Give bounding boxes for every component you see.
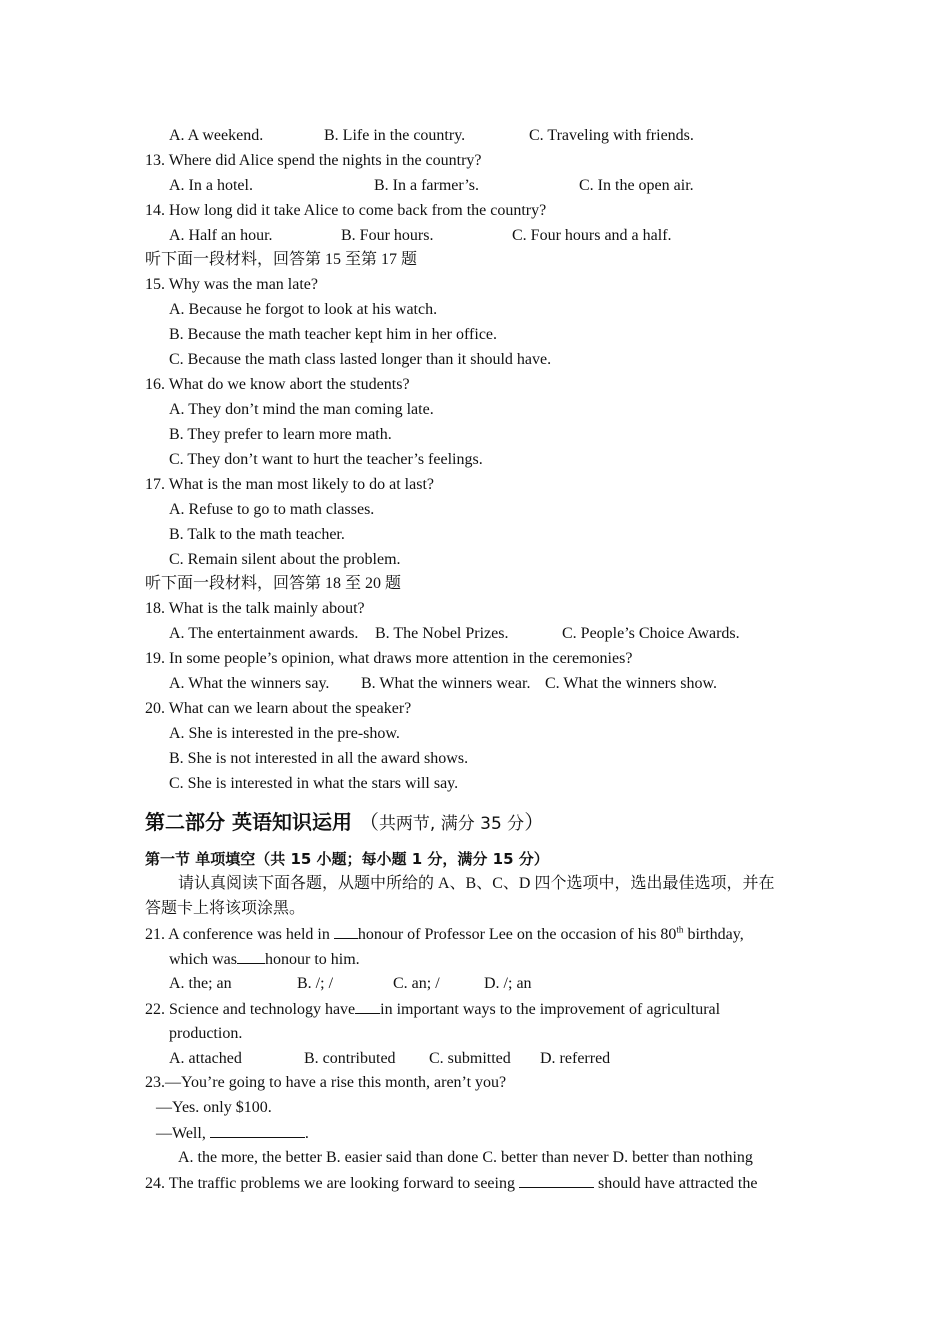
option-b: B. contributed: [304, 1050, 396, 1067]
q21-text-4: which was: [169, 951, 237, 968]
q17-option-a: A. Refuse to go to math classes.: [169, 501, 375, 518]
q23-dialogue-line-1: 23.—You’re going to have a rise this month, aren’t you?: [145, 1074, 507, 1091]
option-c: C. What the winners show.: [545, 675, 717, 692]
q24-text-1: 24. The traffic problems we are looking forward to seeing: [145, 1175, 519, 1192]
q20-option-b: B. She is not interested in all the award shows.: [169, 750, 469, 767]
q16-option-c: C. They don’t want to hurt the teacher’s feelings.: [169, 451, 483, 468]
option-c: C. Traveling with friends.: [529, 127, 694, 144]
q15-option-c: C. Because the math class lasted longer than it should have.: [169, 351, 552, 368]
q22-text-1: 22. Science and technology have: [145, 1001, 356, 1018]
option-a: A. Half an hour.: [169, 227, 273, 244]
q23-period: .: [304, 1125, 309, 1142]
q21-text-5: honour to him.: [264, 951, 360, 968]
q17-option-b: B. Talk to the math teacher.: [169, 526, 345, 543]
q17-option-c: C. Remain silent about the problem.: [169, 551, 401, 568]
option-c: C. submitted: [429, 1050, 511, 1067]
option-c: C. People’s Choice Awards.: [562, 625, 740, 642]
q17-stem: 17. What is the man most likely to do at last?: [145, 476, 434, 493]
q15-option-a: A. Because he forgot to look at his watch.: [169, 301, 438, 318]
q15-stem: 15. Why was the man late?: [145, 276, 318, 293]
q22-stem: [145, 999, 720, 1020]
q16-stem: 16. What do we know abort the students?: [145, 376, 410, 393]
q21-text-1: 21. A conference was held in: [145, 926, 334, 943]
option-c: C. Four hours and a half.: [512, 227, 672, 244]
option-d: D. referred: [540, 1050, 611, 1067]
option-b: B. What the winners wear.: [361, 675, 531, 692]
q24-text-2: should have attracted the: [593, 1175, 758, 1192]
q24-stem: [145, 1173, 757, 1194]
answer-blank: [237, 949, 265, 964]
q23-text: —Well,: [156, 1125, 210, 1142]
answer-blank: [519, 1173, 594, 1188]
listening-instruction: 听下面一段材料，回答第 18 至 20 题: [145, 575, 402, 592]
option-a: A. The entertainment awards.: [169, 625, 359, 642]
part-title: 第二部分 英语知识运用: [145, 810, 352, 834]
q20-option-a: A. She is interested in the pre-show.: [169, 725, 400, 742]
q14-stem: 14. How long did it take Alice to come back from the country?: [145, 202, 547, 219]
answer-blank: [334, 924, 358, 939]
listening-instruction: 听下面一段材料，回答第 15 至第 17 题: [145, 251, 418, 268]
q20-stem: 20. What can we learn about the speaker?: [145, 700, 412, 717]
q21-stem: [145, 924, 744, 945]
section-heading: 第一节 单项填空（共 15 小题；每小题 1 分，满分 15 分）: [145, 850, 549, 868]
ordinal-suffix: th: [676, 924, 684, 935]
option-b: B. The Nobel Prizes.: [375, 625, 509, 642]
option-b: B. Four hours.: [341, 227, 434, 244]
option-d: D. /; an: [484, 975, 532, 992]
q18-stem: 18. What is the talk mainly about?: [145, 600, 365, 617]
q21-text-3: birthday,: [683, 926, 744, 943]
instruction-line-2: 答题卡上将该项涂黑。: [145, 900, 306, 917]
answer-blank: [355, 999, 380, 1014]
option-a: A. A weekend.: [169, 127, 264, 144]
paren-close: ）: [524, 810, 545, 834]
option-a: A. the; an: [169, 975, 232, 992]
q23-options: A. the more, the better B. easier said than done C. better than never D. better than nothing: [178, 1149, 753, 1166]
q21-stem-line-2: [169, 949, 360, 970]
option-a: A. What the winners say.: [169, 675, 330, 692]
q22-text-2: in important ways to the improvement of agricultural: [380, 1001, 721, 1018]
q16-option-b: B. They prefer to learn more math.: [169, 426, 392, 443]
q19-stem: 19. In some people’s opinion, what draws more attention in the ceremonies?: [145, 650, 633, 667]
part-heading: [145, 808, 544, 838]
part-subtitle: 共两节, 满分 35 分: [378, 814, 525, 834]
q23-dialogue-line-3: [156, 1123, 309, 1144]
option-c: C. an; /: [393, 975, 440, 992]
q15-option-b: B. Because the math teacher kept him in her office.: [169, 326, 498, 343]
q20-option-c: C. She is interested in what the stars will say.: [169, 775, 459, 792]
option-b: B. Life in the country.: [324, 127, 466, 144]
q23-dialogue-line-2: —Yes. only $100.: [156, 1099, 272, 1116]
q16-option-a: A. They don’t mind the man coming late.: [169, 401, 434, 418]
option-b: B. In a farmer’s.: [374, 177, 479, 194]
q22-stem-line-2: production.: [169, 1025, 243, 1042]
q21-text-2: honour of Professor Lee on the occasion of his 80: [357, 926, 677, 943]
option-a: A. In a hotel.: [169, 177, 253, 194]
q13-stem: 13. Where did Alice spend the nights in the country?: [145, 152, 482, 169]
option-a: A. attached: [169, 1050, 242, 1067]
answer-blank: [210, 1123, 305, 1138]
instruction-line-1: 请认真阅读下面各题，从题中所给的 A、B、C、D 四个选项中，选出最佳选项，并在: [178, 875, 775, 892]
option-c: C. In the open air.: [579, 177, 694, 194]
option-b: B. /; /: [297, 975, 334, 992]
paren-open: （: [358, 810, 379, 834]
